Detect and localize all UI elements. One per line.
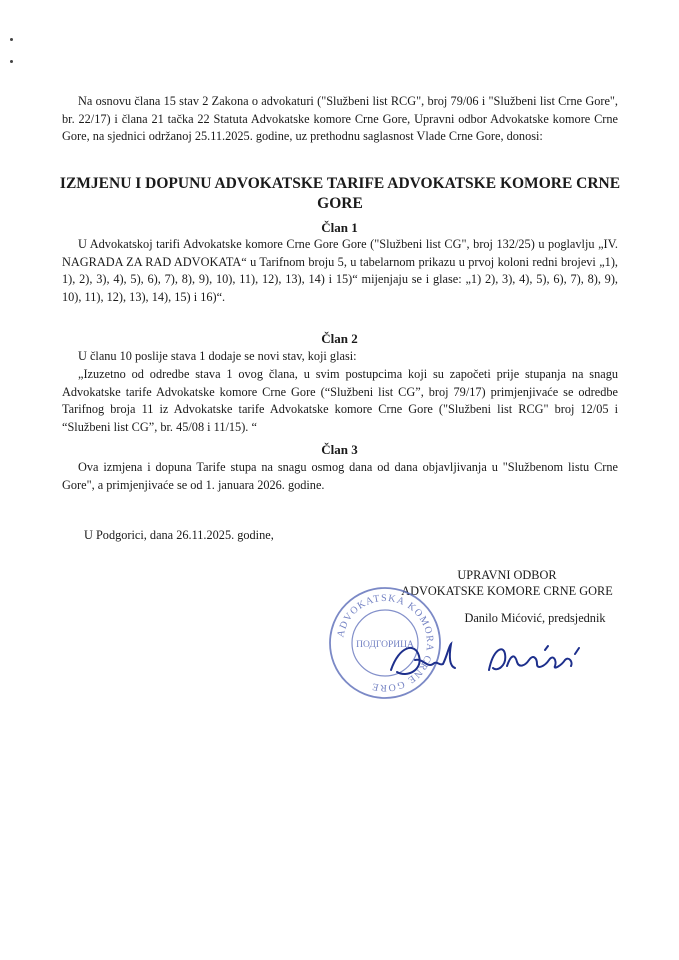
- signatory-name: Danilo Mićović, predsjednik: [464, 611, 606, 625]
- preamble-paragraph: Na osnovu člana 15 stav 2 Zakona o advokaturi ("Službeni list RCG", broj 79/06 i "Službeni list Crne Gore", br. 22/17) i člana 21 tačka 22 Statuta Advokatske komore Crne Gore, Upravni odbor Advokatske komore Crne Gore, na sjednici održanoj 25.11.2025. godine, uz prethodnu saglasnost Vlade Crne Gore, donosi:: [62, 94, 618, 143]
- signature-stroke-first: [391, 644, 455, 674]
- signatory-body-line-1: UPRAVNI ODBOR: [457, 568, 557, 582]
- clan-1-text: U Advokatskoj tarifi Advokatske komore Crne Gore Gore ("Službeni list CG", broj 132/25) u poglavlju „IV. NAGRADA ZA RAD ADVOKATA“ u Tarifnom broju 5, u tabelarnom prikazu u prvoj koloni redni brojevi „1), 1), 2), 3), 4), 5), 6), 7), 8), 9), 10), 11), 12), 13), 14) i 15)“ mijenjaju se i glase: „1) 2), 3), 4), 5), 6), 7), 8), 9), 10), 11), 12), 13), 14), 15) i 16)“.: [62, 237, 618, 304]
- handwritten-signature: [385, 636, 595, 682]
- place-and-date: U Podgorici, dana 26.11.2025. godine,: [84, 528, 274, 542]
- stamp-city: ПОДГОРИЦА: [356, 640, 414, 650]
- scan-dot: [10, 60, 13, 63]
- clan-2-text: „Izuzetno od odredbe stava 1 ovog člana, u svim postupcima koji su započeti prije stupanja na snagu Advokatske tarife Advokatske komore Crne Gore (“Službeni list CG”, broj 79/17) primjenjivaće se odredbe Tarifnog broja 11 iz Advokatske tarife Advokatske komore Crne Gore ("Službeni list RCG" broj 12/05 i “Službeni list CG”, br. 45/08 i 11/15). “: [62, 367, 618, 434]
- document-title: IZMJENU I DOPUNU ADVOKATSKE TARIFE ADVOKATSKE KOMORE CRNE GORE: [59, 175, 621, 212]
- clan-3-heading: Član 3: [321, 442, 358, 457]
- clan-2-heading: Član 2: [321, 331, 358, 346]
- stamp-ring-text: ADVOKATSKA KOMORA CRNE GORE: [335, 592, 436, 694]
- clan-2-intro: U članu 10 poslije stava 1 dodaje se novi stav, koji glasi:: [78, 349, 357, 363]
- signatory-body-line-2: ADVOKATSKE KOMORE CRNE GORE: [401, 584, 613, 598]
- clan-3-text: Ova izmjena i dopuna Tarife stupa na snagu osmog dana od dana objavljivanja u "Službenom listu Crne Gore", a primjenjivaće se od 1. januara 2026. godine.: [62, 460, 618, 492]
- signature-stroke-last: [489, 646, 579, 670]
- clan-1-heading: Član 1: [321, 220, 358, 235]
- scan-dot: [10, 38, 13, 41]
